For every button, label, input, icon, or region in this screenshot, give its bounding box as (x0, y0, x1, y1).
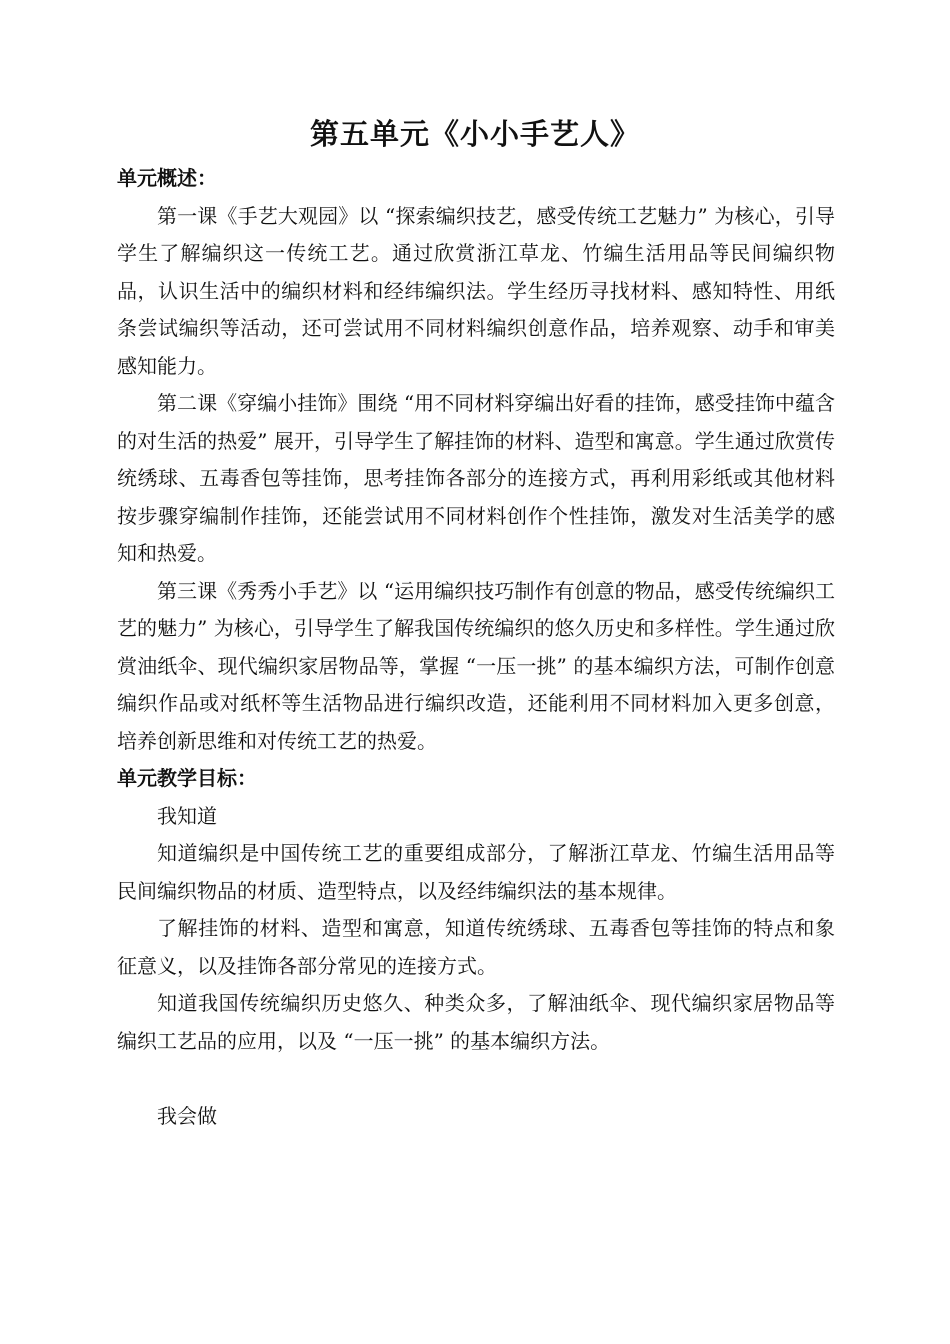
overview-paragraph-1: 第一课《手艺大观园》以 “探索编织技艺，感受传统工艺魅力” 为核心，引导学生了解编织这一传统工艺。通过欣赏浙江草龙、竹编生活用品等民间编织物品，认识生活中的编织材料和经纬编织法。学生经历寻找材料、感知特性、用纸条尝试编织等活动，还可尝试用不同材料编织创意作品，培养观察、动手和审美感知能力。 (117, 203, 835, 378)
overview-heading: 单元概述： (117, 166, 217, 190)
goals-heading: 单元教学目标： (117, 766, 257, 790)
overview-paragraph-2: 第二课《穿编小挂饰》围绕 “用不同材料穿编出好看的挂饰，感受挂饰中蕴含的对生活的热爱” 展开，引导学生了解挂饰的材料、造型和寓意。学生通过欣赏传统绣球、五毒香包等挂饰，思考挂饰各部分的连接方式，再利用彩纸或其他材料按步骤穿编制作挂饰，还能尝试用不同材料创作个性挂饰，激发对生活美学的感知和热爱。 (117, 391, 835, 565)
spacer (117, 1060, 835, 1098)
know-item-1: 知道编织是中国传统工艺的重要组成部分，了解浙江草龙、竹编生活用品等民间编织物品的材质、造型特点，以及经纬编织法的基本规律。 (117, 841, 835, 903)
overview-paragraph-3: 第三课《秀秀小手艺》以 “运用编织技巧制作有创意的物品，感受传统编织工艺的魅力” 为核心，引导学生了解我国传统编织的悠久历史和多样性。学生通过欣赏油纸伞、现代编织家居物品等，掌握 “一压一挑” 的基本编织方法，可制作创意编织作品或对纸杯等生活物品进行编织改造，还能利用不同材料加入更多创意，培养创新思维和对传统工艺的热爱。 (117, 578, 835, 753)
know-item-2: 了解挂饰的材料、造型和寓意，知道传统绣球、五毒香包等挂饰的特点和象征意义，以及挂饰各部分常见的连接方式。 (117, 916, 835, 978)
know-item-3: 知道我国传统编织历史悠久、种类众多，了解油纸伞、现代编织家居物品等编织工艺品的应用，以及 “一压一挑” 的基本编织方法。 (117, 991, 835, 1053)
do-label: 我会做 (157, 1103, 217, 1128)
know-label: 我知道 (157, 803, 217, 828)
document-body (117, 160, 835, 1135)
page-title: 第五单元《小小手艺人》 (309, 117, 640, 151)
